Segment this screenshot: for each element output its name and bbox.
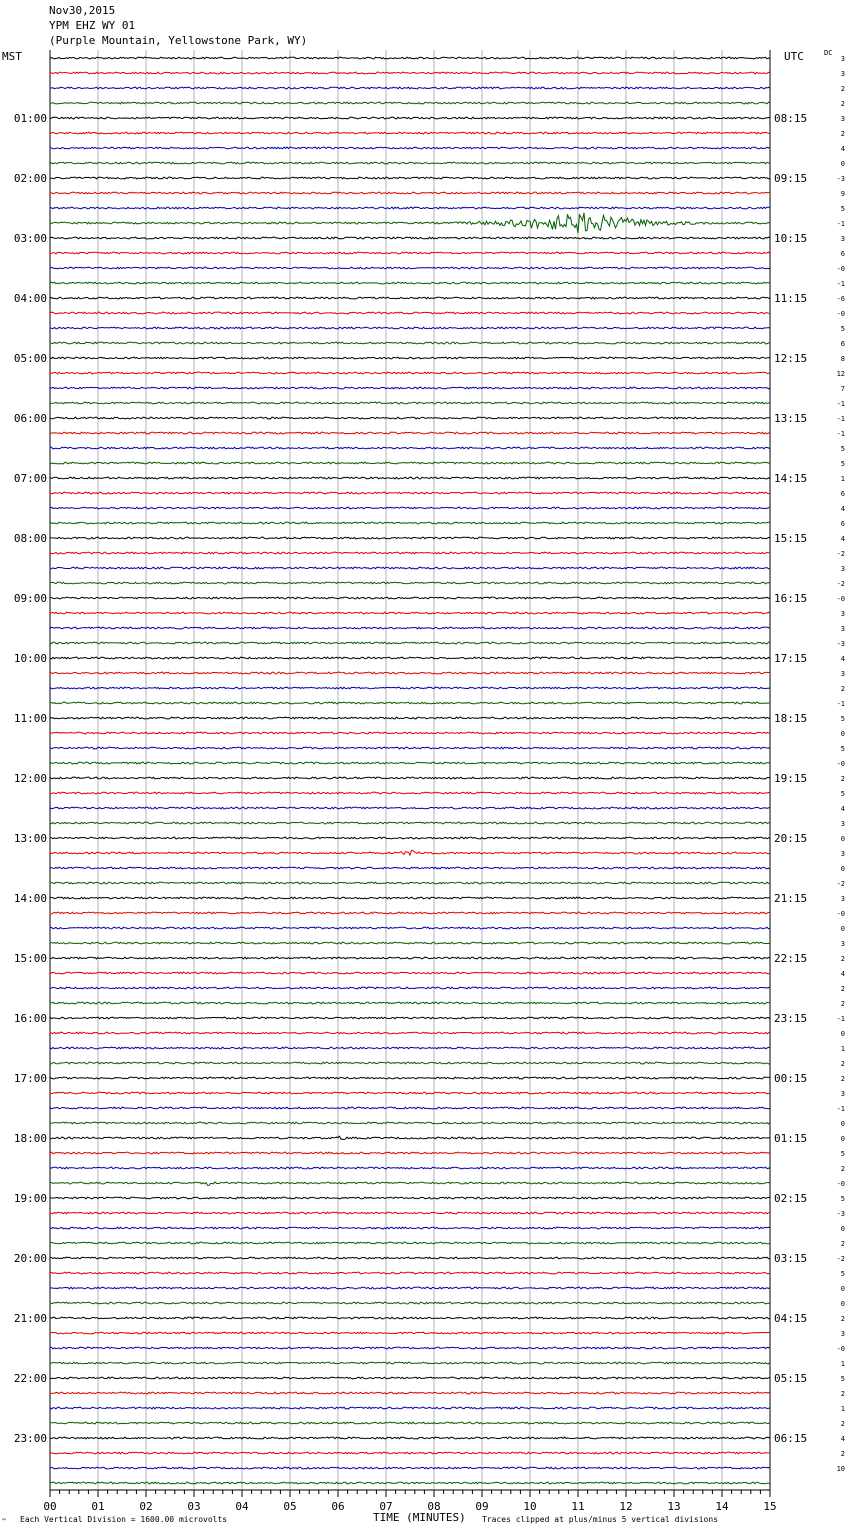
x-tick-label: 13 <box>667 1500 681 1513</box>
dc-offset-label: 3 <box>840 670 845 678</box>
mst-hour-label: 16:00 <box>13 1012 47 1025</box>
x-tick-label: 02 <box>139 1500 153 1513</box>
trace-row-56 <box>50 897 770 899</box>
mst-hour-label: 09:00 <box>13 592 47 605</box>
trace-row-25 <box>50 432 770 434</box>
dc-label: DC <box>824 49 833 57</box>
trace-row-39 <box>50 642 770 644</box>
trace-row-26 <box>50 447 770 449</box>
dc-offset-label: 9 <box>840 190 845 198</box>
dc-offset-label: 5 <box>840 445 845 453</box>
utc-hour-label: 08:15 <box>774 112 808 125</box>
trace-row-61 <box>50 972 770 974</box>
trace-row-52 <box>50 837 770 839</box>
dc-offset-label: -0 <box>836 1180 845 1188</box>
dc-offset-label: 7 <box>840 385 845 393</box>
trace-row-87 <box>50 1362 770 1364</box>
dc-offset-label: 0 <box>840 160 845 168</box>
dc-offset-label: 3 <box>840 70 845 78</box>
clip-note: Traces clipped at plus/minus 5 vertical divisions <box>482 1515 719 1524</box>
utc-hour-label: 04:15 <box>774 1312 808 1325</box>
mst-hour-label: 14:00 <box>13 892 47 905</box>
trace-row-11 <box>50 213 770 233</box>
x-tick-label: 03 <box>187 1500 201 1513</box>
x-tick-label: 04 <box>235 1500 249 1513</box>
trace-row-48 <box>50 777 770 779</box>
dc-offset-label: 4 <box>840 535 845 543</box>
dc-offset-label: -0 <box>836 310 845 318</box>
dc-offset-label: 3 <box>840 235 845 243</box>
utc-hour-label: 11:15 <box>774 292 808 305</box>
trace-row-45 <box>50 732 770 734</box>
trace-row-38 <box>50 627 770 629</box>
utc-hour-label: 21:15 <box>774 892 808 905</box>
dc-offset-label: 0 <box>840 1135 845 1143</box>
dc-offset-label: 3 <box>840 1090 845 1098</box>
trace-row-28 <box>50 477 770 479</box>
trace-row-85 <box>50 1332 770 1334</box>
dc-offset-label: 5 <box>840 1270 845 1278</box>
trace-row-90 <box>50 1407 770 1409</box>
dc-offset-label: 1 <box>840 1360 845 1368</box>
dc-offset-label: 5 <box>840 205 845 213</box>
mst-hour-label: 12:00 <box>13 772 47 785</box>
trace-row-6 <box>50 147 770 149</box>
trace-row-76 <box>50 1197 770 1199</box>
dc-offset-label: 0 <box>840 1120 845 1128</box>
x-tick-label: 07 <box>379 1500 393 1513</box>
utc-hour-label: 02:15 <box>774 1192 808 1205</box>
utc-hour-label: 16:15 <box>774 592 808 605</box>
dc-offset-label: 5 <box>840 460 845 468</box>
dc-offset-label: 2 <box>840 1390 845 1398</box>
dc-offset-label: -0 <box>836 910 845 918</box>
dc-offset-label: 2 <box>840 1240 845 1248</box>
trace-row-13 <box>50 252 770 254</box>
dc-offset-label: 0 <box>840 925 845 933</box>
utc-hour-label: 00:15 <box>774 1072 808 1085</box>
mst-hour-label: 13:00 <box>13 832 47 845</box>
dc-offset-label: -3 <box>836 175 845 183</box>
dc-offset-label: 5 <box>840 1195 845 1203</box>
mst-hour-label: 15:00 <box>13 952 47 965</box>
trace-row-21 <box>50 372 770 374</box>
trace-row-16 <box>50 297 770 299</box>
utc-hour-label: 01:15 <box>774 1132 808 1145</box>
dc-offset-label: 3 <box>840 610 845 618</box>
dc-offset-label: -3 <box>836 1210 845 1218</box>
dc-offset-label: -2 <box>836 880 845 888</box>
trace-row-18 <box>50 327 770 329</box>
dc-offset-label: 5 <box>840 1150 845 1158</box>
dc-offset-label: -0 <box>836 1345 845 1353</box>
utc-hour-label: 13:15 <box>774 412 808 425</box>
trace-row-51 <box>50 822 770 824</box>
trace-row-41 <box>50 672 770 674</box>
dc-offset-label: 5 <box>840 1375 845 1383</box>
dc-offset-label: 12 <box>836 370 845 378</box>
dc-offset-label: 0 <box>840 835 845 843</box>
trace-row-33 <box>50 552 770 554</box>
mst-hour-label: 05:00 <box>13 352 47 365</box>
dc-offset-label: 3 <box>840 625 845 633</box>
trace-row-50 <box>50 807 770 809</box>
dc-offset-label: 2 <box>840 1165 845 1173</box>
trace-row-0 <box>50 57 770 59</box>
dc-offset-label: 6 <box>840 490 845 498</box>
trace-row-74 <box>50 1167 770 1169</box>
mst-hour-label: 17:00 <box>13 1072 47 1085</box>
dc-offset-label: 2 <box>840 955 845 963</box>
mst-hour-label: 19:00 <box>13 1192 47 1205</box>
dc-offset-label: 4 <box>840 1435 845 1443</box>
utc-hour-label: 05:15 <box>774 1372 808 1385</box>
trace-row-42 <box>50 687 770 689</box>
x-tick-label: 11 <box>571 1500 585 1513</box>
dc-offset-label: 2 <box>840 685 845 693</box>
dc-offset-label: 4 <box>840 970 845 978</box>
dc-offset-label: 4 <box>840 655 845 663</box>
x-tick-label: 10 <box>523 1500 537 1513</box>
dc-offset-label: -1 <box>836 1015 845 1023</box>
dc-offset-label: 4 <box>840 145 845 153</box>
dc-offset-label: 2 <box>840 1000 845 1008</box>
mst-hour-label: 20:00 <box>13 1252 47 1265</box>
dc-offset-label: -1 <box>836 700 845 708</box>
x-tick-label: 09 <box>475 1500 489 1513</box>
dc-offset-label: 5 <box>840 790 845 798</box>
dc-offset-label: -1 <box>836 415 845 423</box>
mst-hour-label: 08:00 <box>13 532 47 545</box>
dc-offset-label: -1 <box>836 280 845 288</box>
mst-hour-label: 18:00 <box>13 1132 47 1145</box>
dc-offset-label: -0 <box>836 595 845 603</box>
trace-row-1 <box>50 72 770 74</box>
dc-offset-label: -2 <box>836 1255 845 1263</box>
dc-offset-label: 5 <box>840 325 845 333</box>
trace-row-40 <box>50 657 770 659</box>
trace-row-65 <box>50 1032 770 1034</box>
trace-row-54 <box>50 867 770 869</box>
trace-row-35 <box>50 582 770 584</box>
trace-row-63 <box>50 1002 770 1004</box>
trace-row-94 <box>50 1467 770 1469</box>
utc-hour-label: 19:15 <box>774 772 808 785</box>
dc-offset-label: 5 <box>840 745 845 753</box>
dc-offset-label: 3 <box>840 115 845 123</box>
x-tick-label: 05 <box>283 1500 297 1513</box>
dc-offset-label: 0 <box>840 865 845 873</box>
dc-offset-label: 10 <box>836 1465 845 1473</box>
dc-offset-label: 5 <box>840 715 845 723</box>
trace-row-75 <box>50 1182 770 1186</box>
x-axis-label: TIME (MINUTES) <box>373 1511 466 1524</box>
dc-offset-label: 4 <box>840 505 845 513</box>
x-tick-label: 15 <box>763 1500 777 1513</box>
utc-hour-label: 09:15 <box>774 172 808 185</box>
trace-row-3 <box>50 102 770 104</box>
trace-row-15 <box>50 282 770 284</box>
utc-hour-label: 18:15 <box>774 712 808 725</box>
dc-offset-label: -1 <box>836 220 845 228</box>
trace-row-53 <box>50 850 770 855</box>
trace-row-80 <box>50 1257 770 1259</box>
trace-row-86 <box>50 1347 770 1349</box>
mst-hour-label: 23:00 <box>13 1432 47 1445</box>
label-layer <box>14 55 845 1513</box>
trace-row-23 <box>50 402 770 404</box>
trace-row-9 <box>50 192 770 194</box>
trace-row-64 <box>50 1017 770 1019</box>
header-station: YPM EHZ WY 01 <box>49 19 136 32</box>
trace-row-30 <box>50 507 770 509</box>
utc-hour-label: 17:15 <box>774 652 808 665</box>
trace-row-72 <box>50 1136 770 1139</box>
trace-row-44 <box>50 717 770 719</box>
trace-row-14 <box>50 267 770 269</box>
dc-offset-label: 3 <box>840 820 845 828</box>
dc-offset-label: 1 <box>840 475 845 483</box>
trace-row-17 <box>50 312 770 314</box>
trace-row-5 <box>50 132 770 134</box>
dc-offset-label: -3 <box>836 640 845 648</box>
x-tick-label: 14 <box>715 1500 729 1513</box>
mst-label: MST <box>2 50 22 63</box>
dc-offset-label: -2 <box>836 550 845 558</box>
dc-offset-label: 8 <box>840 355 845 363</box>
utc-hour-label: 14:15 <box>774 472 808 485</box>
utc-hour-label: 10:15 <box>774 232 808 245</box>
dc-offset-label: 2 <box>840 1075 845 1083</box>
dc-offset-label: -2 <box>836 580 845 588</box>
dc-offset-label: 2 <box>840 100 845 108</box>
trace-row-88 <box>50 1377 770 1379</box>
trace-row-71 <box>50 1122 770 1124</box>
dc-offset-label: 0 <box>840 1285 845 1293</box>
trace-row-62 <box>50 987 770 989</box>
trace-row-24 <box>50 417 770 419</box>
trace-row-66 <box>50 1047 770 1049</box>
dc-offset-label: -0 <box>836 760 845 768</box>
trace-row-37 <box>50 612 770 614</box>
mst-hour-label: 06:00 <box>13 412 47 425</box>
trace-row-19 <box>50 342 770 344</box>
trace-row-58 <box>50 927 770 929</box>
utc-hour-label: 23:15 <box>774 1012 808 1025</box>
utc-hour-label: 03:15 <box>774 1252 808 1265</box>
dc-offset-label: -1 <box>836 400 845 408</box>
trace-row-47 <box>50 762 770 764</box>
trace-row-57 <box>50 912 770 914</box>
trace-row-84 <box>50 1317 770 1319</box>
trace-row-95 <box>50 1482 770 1484</box>
scale-note: Each Vertical Division = 1600.00 microvolts <box>20 1515 228 1524</box>
dc-offset-label: -1 <box>836 430 845 438</box>
trace-row-12 <box>50 237 770 239</box>
dc-offset-label: 0 <box>840 1300 845 1308</box>
trace-row-69 <box>50 1092 770 1094</box>
dc-offset-label: 4 <box>840 805 845 813</box>
trace-row-4 <box>50 117 770 119</box>
x-tick-label: 00 <box>43 1500 57 1513</box>
mst-hour-label: 01:00 <box>13 112 47 125</box>
trace-row-32 <box>50 537 770 539</box>
trace-row-46 <box>50 747 770 749</box>
trace-row-10 <box>50 207 770 209</box>
trace-row-55 <box>50 882 770 884</box>
trace-row-60 <box>50 957 770 959</box>
dc-offset-label: 3 <box>840 895 845 903</box>
mst-hour-label: 02:00 <box>13 172 47 185</box>
dc-offset-label: 3 <box>840 55 845 63</box>
trace-row-83 <box>50 1302 770 1304</box>
trace-row-2 <box>50 87 770 89</box>
x-tick-label: 06 <box>331 1500 345 1513</box>
x-tick-label: 12 <box>619 1500 633 1513</box>
mst-hour-label: 10:00 <box>13 652 47 665</box>
trace-row-81 <box>50 1272 770 1274</box>
dc-offset-label: 2 <box>840 985 845 993</box>
dc-offset-label: 2 <box>840 1060 845 1068</box>
trace-row-73 <box>50 1152 770 1154</box>
logo-mark: ™ <box>2 1518 6 1525</box>
dc-offset-label: 2 <box>840 1315 845 1323</box>
header-date: Nov30,2015 <box>49 4 116 17</box>
dc-offset-label: 3 <box>840 850 845 858</box>
dc-offset-label: 6 <box>840 250 845 258</box>
trace-row-59 <box>50 942 770 944</box>
trace-row-34 <box>50 567 770 569</box>
trace-row-78 <box>50 1227 770 1229</box>
dc-offset-label: 2 <box>840 775 845 783</box>
x-tick-label: 08 <box>427 1500 441 1513</box>
dc-offset-label: 2 <box>840 130 845 138</box>
dc-offset-label: 0 <box>840 1030 845 1038</box>
dc-offset-label: 0 <box>840 1225 845 1233</box>
trace-row-36 <box>50 597 770 599</box>
dc-offset-label: 0 <box>840 730 845 738</box>
utc-hour-label: 15:15 <box>774 532 808 545</box>
mst-hour-label: 07:00 <box>13 472 47 485</box>
dc-offset-label: 2 <box>840 85 845 93</box>
trace-row-27 <box>50 462 770 464</box>
trace-row-91 <box>50 1422 770 1424</box>
mst-hour-label: 22:00 <box>13 1372 47 1385</box>
dc-offset-label: 6 <box>840 340 845 348</box>
utc-label: UTC <box>784 50 804 63</box>
utc-hour-label: 12:15 <box>774 352 808 365</box>
mst-hour-label: 21:00 <box>13 1312 47 1325</box>
trace-row-79 <box>50 1242 770 1244</box>
dc-offset-label: -0 <box>836 265 845 273</box>
dc-offset-label: 3 <box>840 940 845 948</box>
x-tick-label: 01 <box>91 1500 105 1513</box>
dc-offset-label: 1 <box>840 1405 845 1413</box>
trace-row-70 <box>50 1107 770 1109</box>
trace-row-68 <box>50 1077 770 1079</box>
trace-row-93 <box>50 1452 770 1454</box>
trace-row-49 <box>50 792 770 794</box>
trace-row-89 <box>50 1392 770 1394</box>
utc-hour-label: 22:15 <box>774 952 808 965</box>
dc-offset-label: -6 <box>836 295 845 303</box>
trace-row-20 <box>50 357 770 359</box>
dc-offset-label: 3 <box>840 565 845 573</box>
mst-hour-label: 11:00 <box>13 712 47 725</box>
dc-offset-label: 6 <box>840 520 845 528</box>
trace-row-7 <box>50 162 770 164</box>
dc-offset-label: 2 <box>840 1420 845 1428</box>
trace-row-77 <box>50 1212 770 1214</box>
trace-row-92 <box>50 1437 770 1439</box>
trace-row-29 <box>50 492 770 494</box>
utc-hour-label: 06:15 <box>774 1432 808 1445</box>
dc-offset-label: -1 <box>836 1105 845 1113</box>
trace-row-22 <box>50 387 770 389</box>
trace-row-82 <box>50 1287 770 1289</box>
dc-offset-label: 2 <box>840 1450 845 1458</box>
dc-offset-label: 3 <box>840 1330 845 1338</box>
mst-hour-label: 04:00 <box>13 292 47 305</box>
trace-row-31 <box>50 522 770 524</box>
trace-row-67 <box>50 1062 770 1064</box>
header-location: (Purple Mountain, Yellowstone Park, WY) <box>49 34 308 47</box>
mst-hour-label: 03:00 <box>13 232 47 245</box>
dc-offset-label: 1 <box>840 1045 845 1053</box>
trace-row-43 <box>50 702 770 704</box>
utc-hour-label: 20:15 <box>774 832 808 845</box>
trace-row-8 <box>50 177 770 179</box>
trace-layer <box>50 57 770 1484</box>
